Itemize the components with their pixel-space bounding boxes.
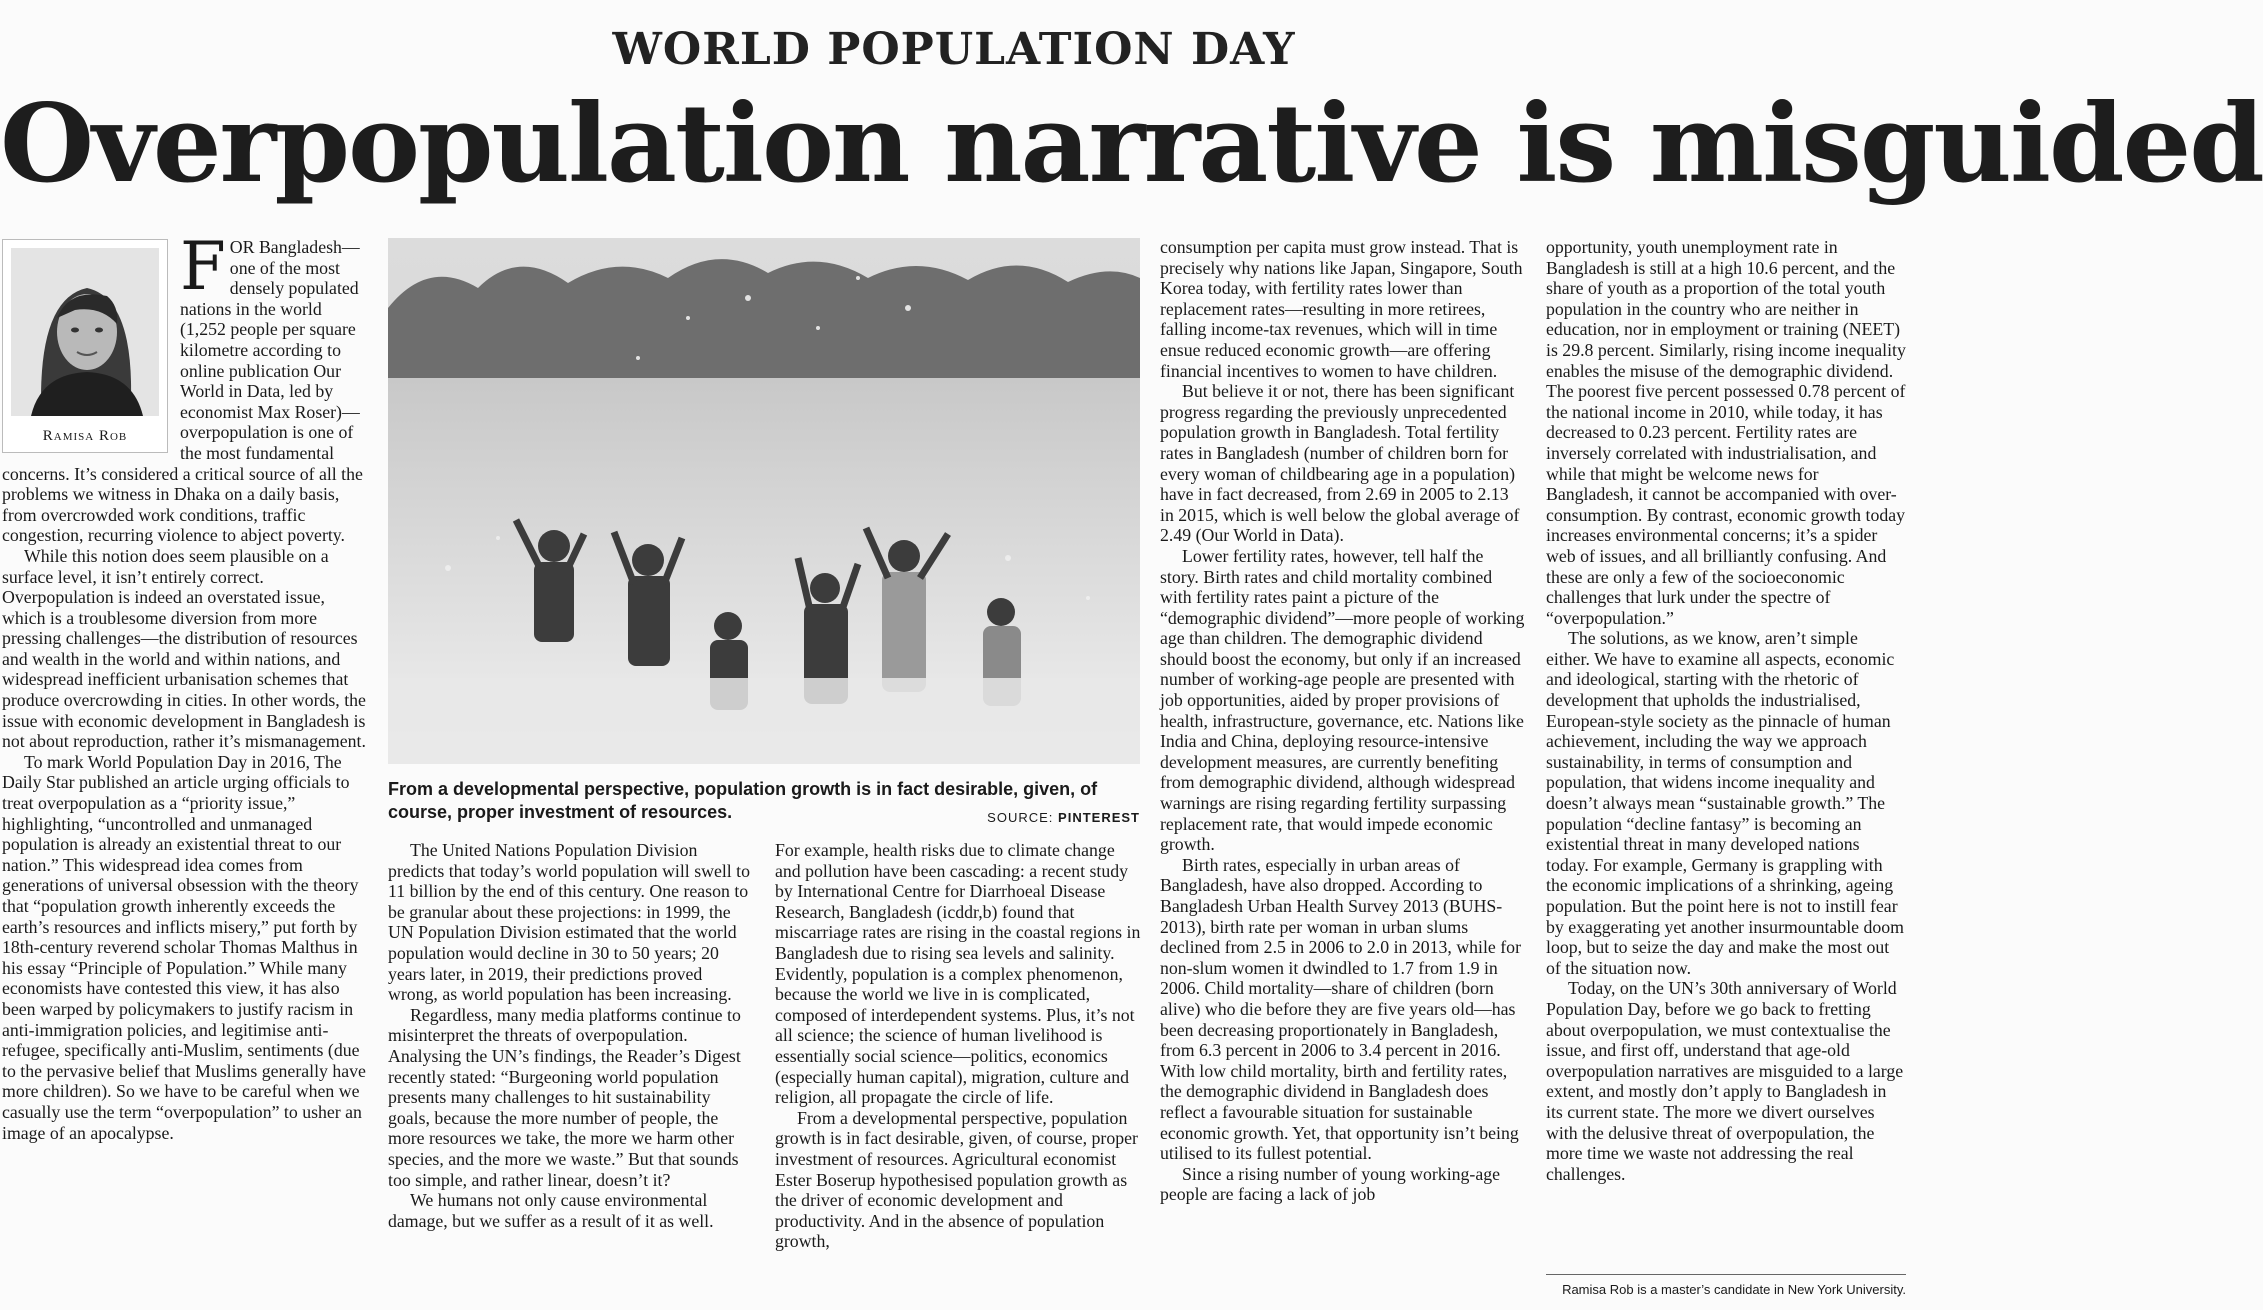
author-byline: Ramisa Rob is a master’s candidate in New York University. <box>1562 1282 1906 1297</box>
paragraph: Birth rates, especially in urban areas of Bangladesh, have also dropped. According to Bangladesh Urban Health Survey 2013 (BUHS-2013), birth rate per woman in urban slums declined from 2.5 in 2006 to 2.0 in 2013, while for non-slum women it dwindled to 1.7 from 1.9 in 2006. Child mortality—share of children (born alive) who die before they are five years old—has been decreasing proportionately in Bangladesh, from 6.3 percent in 2006 to 3.4 percent in 2016. With low child mortality, birth and fertility rates, the demographic dividend in Bangladesh does reflect a favourable situation for sustainable economic growth. Yet, that opportunity isn’t being utilised to its fullest potential. <box>1160 854 1521 1164</box>
author-photo <box>11 248 159 416</box>
author-portrait-graphic <box>11 248 159 416</box>
article-column-2 <box>388 840 754 1231</box>
children-in-field-photo <box>388 238 1140 764</box>
article-column-1 <box>2 228 366 1143</box>
author-box <box>2 239 168 453</box>
photo-caption: From a developmental perspective, population growth is in fact desirable, given, of course, proper investment of resources. <box>388 779 1098 822</box>
paragraph: We humans not only cause environmental damage, but we suffer as a result of it as well. <box>388 1190 714 1231</box>
drop-cap: F <box>180 228 226 305</box>
paragraph: From a developmental perspective, population growth is in fact desirable, given, of course, proper investment of resources. Agricultural economist Ester Boserup hypothesised population growth as the driver of economic development and productivity. And in the absence of population growth, <box>775 1107 1138 1252</box>
paragraph: consumption per capita must grow instead. That is precisely why nations like Japan, Singapore, South Korea today, with fertility rates lower than replacement rates—resulting in more retirees, falling income-tax revenues, which will in time ensue reduced economic growth—are offering financial incentives to women to have children. <box>1160 237 1523 381</box>
article-column-3 <box>775 840 1141 1252</box>
paragraph: OR Bangladesh—one of the most densely populated nations in the world (1,252 people per square kilometre according to online publication Our World in Data, led by economist Max Roser)—overpopulation is one of the most fundamental concerns. It’s considered a critical source of all the problems we witness in Dhaka on a daily basis, from overcrowded work conditions, traffic congestion, recurring violence to abject poverty. <box>2 237 363 546</box>
paragraph: To mark World Population Day in 2016, The Daily Star published an article urging officials to treat overpopulation as a “priority issue,” highlighting, “uncontrolled and unmanaged population is already an existential threat to our nation.” This widespread idea comes from generations of universal obsession with the theory that “population growth inherently exceeds the earth’s resources and inflicts misery,” put forth by 18th-century reverend scholar Thomas Malthus in his essay “Principle of Population.” While many economists have contested this view, it has also been warped by policymakers to justify racism in anti-immigration policies, and legitimise anti-refugee, specifically anti-Muslim, sentiments (due to the pervasive belief that Muslims generally have more children). So we have to be careful when we casually use the term “overpopulation” to usher an image of an apocalypse. <box>2 751 366 1143</box>
paragraph: The solutions, as we know, aren’t simple either. We have to examine all aspects, economic and ideological, starting with the rhetoric of development that upholds the industrialised, European-style society as the pinnacle of human achievement, including the way we approach sustainability, in terms of consumption and population, that widens income inequality and doesn’t always mean “sustainable growth.” The population “decline fantasy” is becoming an existential threat in many developed nations today. For example, Germany is grappling with the economic implications of a shrinking, ageing population. But the point here is not to instill fear by exaggerating yet another insurmountable doom loop, but to seize the day and make the most out of the situation now. <box>1546 628 1904 978</box>
paragraph: While this notion does seem plausible on a surface level, it isn’t entirely correct. Overpopulation is indeed an overstated issue, which is a troublesome diversion from more pressing challenges—the distribution of resources and wealth in the world and within nations, and widespread inefficient urbanisation schemes that produce overcrowding in cities. In other words, the issue with economic development in Bangladesh is not about reproduction, rather it’s mismanagement. <box>2 545 366 752</box>
headline: Overpopulation narrative is misguided <box>0 81 2263 207</box>
photo-source-label: SOURCE: <box>987 810 1054 825</box>
paragraph: Today, on the UN’s 30th anniversary of World Population Day, before we go back to fretting about overpopulation, we must contextualise the issue, and first off, understand that age-old overpopulation narratives are misguided to a large extent, and mostly don’t apply to Bangladesh in its current state. The more we divert ourselves with the delusive threat of overpopulation, the more time we waste not addressing the real challenges. <box>1546 978 1904 1184</box>
paragraph: The United Nations Population Division predicts that today’s world population will swell to 11 billion by the end of this century. One reason to be granular about these projections: in 1999, the UN Population Division estimated that the world population would decline in 30 to 50 years; 20 years later, in 2019, their predictions proved wrong, as world population has been increasing. <box>388 840 750 1005</box>
paragraph: For example, health risks due to climate change and pollution have been cascading: a recent study by International Centre for Diarrhoeal Disease Research, Bangladesh (icddr,b) found that miscarriage rates are rising in the coastal regions in Bangladesh due to rising sea levels and salinity. Evidently, population is a complex phenomenon, because the world we live in is complicated, composed of interdependent systems. Plus, it’s not all science; the science of human livelihood is essentially social science—politics, economics (especially human capital), migration, culture and religion, all propagate the circle of life. <box>775 840 1141 1108</box>
paragraph: opportunity, youth unemployment rate in Bangladesh is still at a high 10.6 percent, and the share of youth as a proportion of the total youth population in the country who are neither in education, nor in employment or training (NEET) is 29.8 percent. Similarly, rising income inequality enables the misuse of the demographic dividend. The poorest five percent possessed 0.78 percent of the national income in 2010, while today, it has decreased to 0.23 percent. Fertility rates are inversely correlated with industrialisation, and while that might be welcome news for Bangladesh, it cannot be accompanied with over-consumption. By contrast, economic growth today increases environmental concerns; it’s a spider web of issues, and all brilliantly confusing. And these are only a few of the socioeconomic challenges that lurk under the spectre of “overpopulation.” <box>1546 237 1906 628</box>
byline-divider <box>1546 1274 1906 1275</box>
paragraph: Regardless, many media platforms continue to misinterpret the threats of overpopulation. Analysing the UN’s findings, the Reader’s Digest recently stated: “Burgeoning world population presents many challenges to hit sustainability goals, because the more number of people, the more resources we take, the more we harm other species, and the more we waste.” But that sounds too simple, and rather linear, doesn’t it? <box>388 1004 741 1190</box>
article-photo <box>388 238 1140 764</box>
article-column-4 <box>1160 237 1526 1205</box>
paragraph: Lower fertility rates, however, tell half the story. Birth rates and child mortality combined with fertility rates paint a picture of the “demographic dividend”—more people of working age than children. The demographic dividend should boost the economy, but only if an increased number of working-age people are presented with job opportunities, aided by proper provisions of health, infrastructure, governance, etc. Nations like India and China, deploying resource-intensive development measures, are currently benefiting from demographic dividend, although widespread warnings are rising regarding fertility surpassing replacement rate, that would impede economic growth. <box>1160 545 1525 855</box>
article-column-5 <box>1546 237 1906 1184</box>
paragraph: Since a rising number of young working-age people are facing a lack of job <box>1160 1163 1501 1205</box>
photo-source <box>920 810 1140 825</box>
author-name: Ramisa Rob <box>42 428 128 444</box>
section-kicker: WORLD POPULATION DAY <box>612 24 1296 75</box>
paragraph: But believe it or not, there has been significant progress regarding the previously unprecedented population growth in Bangladesh. Total fertility rates in Bangladesh (number of children born for every woman of childbearing age in a population) have in fact decreased, from 2.69 in 2005 to 2.13 in 2015, which is well below the global average of 2.49 (Our World in Data). <box>1160 381 1520 546</box>
photo-source-name: PINTEREST <box>1058 810 1140 825</box>
